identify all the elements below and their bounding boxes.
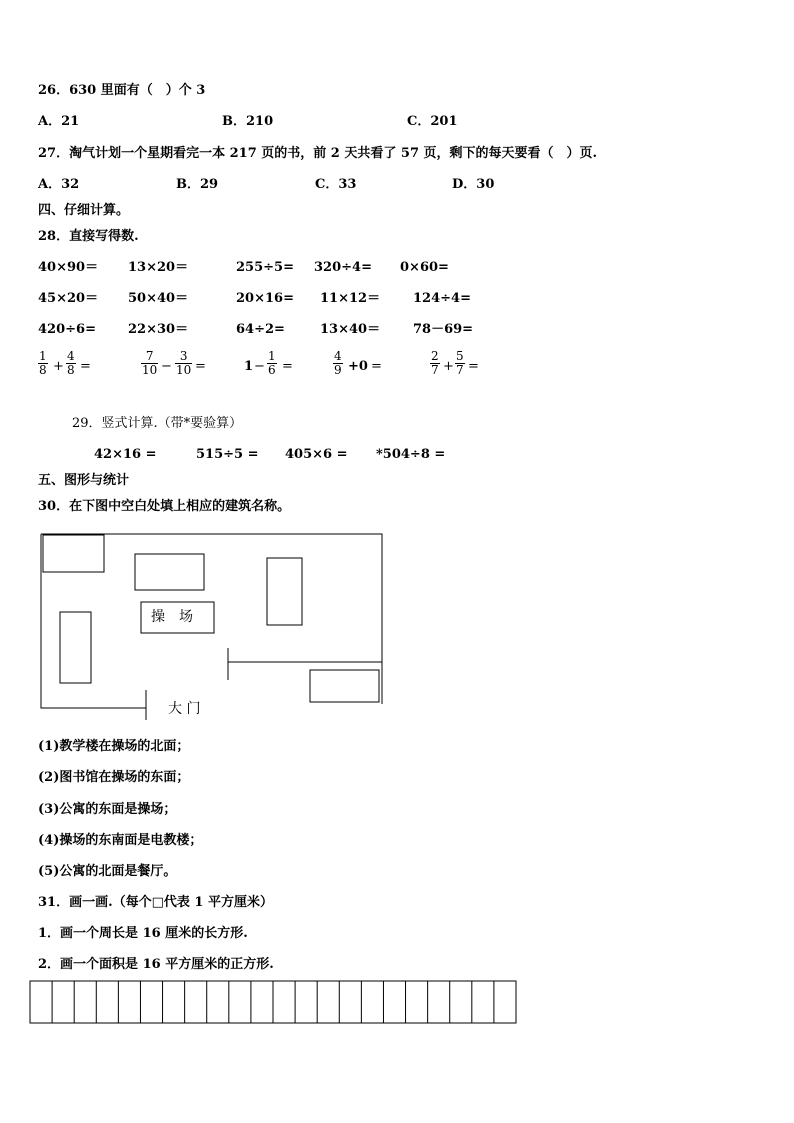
q26-stem: 26．630 里面有（ ）个 3 bbox=[38, 83, 206, 98]
q28-stem: 28．直接写得数. bbox=[38, 229, 139, 244]
calc-item: 20×16= bbox=[236, 291, 294, 306]
calc-item: 13×40＝ bbox=[320, 322, 381, 337]
section-4-heading: 四、仔细计算。 bbox=[38, 203, 130, 218]
equals-sign: = bbox=[80, 359, 91, 374]
calc-item: 320÷4= bbox=[314, 260, 372, 275]
building-east bbox=[267, 558, 302, 625]
q26-option-b[interactable]: B．210 bbox=[222, 114, 274, 129]
calc-item: 22×30＝ bbox=[128, 322, 189, 337]
calc-item: 11×12＝ bbox=[320, 291, 381, 306]
q27-option-c[interactable]: C．33 bbox=[315, 177, 357, 192]
calc-item: 420÷6= bbox=[38, 322, 96, 337]
q31-item: 1．画一个周长是 16 厘米的长方形. bbox=[38, 926, 248, 941]
campus-map bbox=[38, 532, 386, 722]
fraction: $\frac{1}{6}$ bbox=[268, 349, 276, 377]
operator: +0 bbox=[348, 359, 368, 374]
q27-option-d[interactable]: D．30 bbox=[452, 177, 495, 192]
column-calc-item: 515÷5 = bbox=[196, 447, 259, 462]
equals-sign: = bbox=[282, 359, 293, 374]
operator: + bbox=[443, 359, 454, 374]
fraction: $\frac{2}{7}$ bbox=[431, 349, 439, 377]
column-calc-item: *504÷8 = bbox=[376, 447, 446, 462]
q26-option-a[interactable]: A．21 bbox=[38, 114, 80, 129]
q31-stem: 31．画一画.（每个□代表 1 平方厘米） bbox=[38, 895, 273, 910]
playground-label: 操 场 bbox=[151, 609, 193, 625]
gate-label: 大 门 bbox=[168, 701, 201, 717]
q30-stem: 30．在下图中空白处填上相应的建筑名称。 bbox=[38, 499, 291, 514]
building-southeast bbox=[310, 670, 379, 702]
operator: + bbox=[53, 359, 64, 374]
equals-sign: = bbox=[371, 359, 382, 374]
fraction: $\frac{5}{7}$ bbox=[456, 349, 464, 377]
operator: − bbox=[161, 359, 172, 374]
fraction: $\frac{4}{8}$ bbox=[67, 349, 75, 377]
drawing-grid[interactable] bbox=[29, 980, 517, 1024]
calc-item: 50×40＝ bbox=[128, 291, 189, 306]
q30-item: (3)公寓的东面是操场； bbox=[38, 802, 177, 817]
q27-option-b[interactable]: B．29 bbox=[176, 177, 219, 192]
q30-item: (4)操场的东南面是电教楼； bbox=[38, 833, 203, 848]
building-west bbox=[60, 612, 91, 683]
q29-stem: 29．竖式计算.（带*要验算） bbox=[72, 416, 243, 431]
outer-wall-left bbox=[41, 534, 146, 708]
q30-item: (2)图书馆在操场的东面； bbox=[38, 770, 190, 785]
equals-sign: = bbox=[195, 359, 206, 374]
q31-item: 2．画一个面积是 16 平方厘米的正方形. bbox=[38, 957, 274, 972]
calc-item: 255÷5= bbox=[236, 260, 294, 275]
fraction: $\frac{4}{9}$ bbox=[334, 349, 342, 377]
fraction: $\frac{7}{10}$ bbox=[142, 349, 158, 377]
calc-item: 78－69= bbox=[413, 322, 474, 337]
q30-item: (1)教学楼在操场的北面； bbox=[38, 739, 190, 754]
q30-item: (5)公寓的北面是餐厅。 bbox=[38, 864, 177, 879]
calc-item: 64÷2= bbox=[236, 322, 285, 337]
equals-sign: = bbox=[468, 359, 479, 374]
q27-stem: 27．淘气计划一个星期看完一本 217 页的书，前 2 天共看了 57 页，剩下的每天要看（ ）页. bbox=[38, 146, 598, 161]
fraction: $\frac{3}{10}$ bbox=[176, 349, 192, 377]
grid-lines bbox=[29, 980, 517, 1024]
q26-option-c[interactable]: C．201 bbox=[407, 114, 458, 129]
calc-item: 13×20＝ bbox=[128, 260, 189, 275]
calc-item: 40×90＝ bbox=[38, 260, 99, 275]
calc-item: 124÷4= bbox=[413, 291, 471, 306]
calc-item: 0×60= bbox=[400, 260, 449, 275]
section-5-heading: 五、图形与统计 bbox=[38, 473, 130, 488]
building-northwest bbox=[43, 535, 104, 572]
column-calc-item: 42×16 = bbox=[94, 447, 157, 462]
campus-map-drawing bbox=[38, 532, 386, 722]
operator: − bbox=[254, 359, 265, 374]
column-calc-item: 405×6 = bbox=[285, 447, 348, 462]
calc-item: 45×20＝ bbox=[38, 291, 99, 306]
outer-wall bbox=[41, 534, 382, 704]
building-north bbox=[135, 554, 204, 590]
q27-option-a[interactable]: A．32 bbox=[38, 177, 80, 192]
fraction: $\frac{1}{8}$ bbox=[39, 349, 47, 377]
whole-number: 1 bbox=[244, 359, 254, 374]
